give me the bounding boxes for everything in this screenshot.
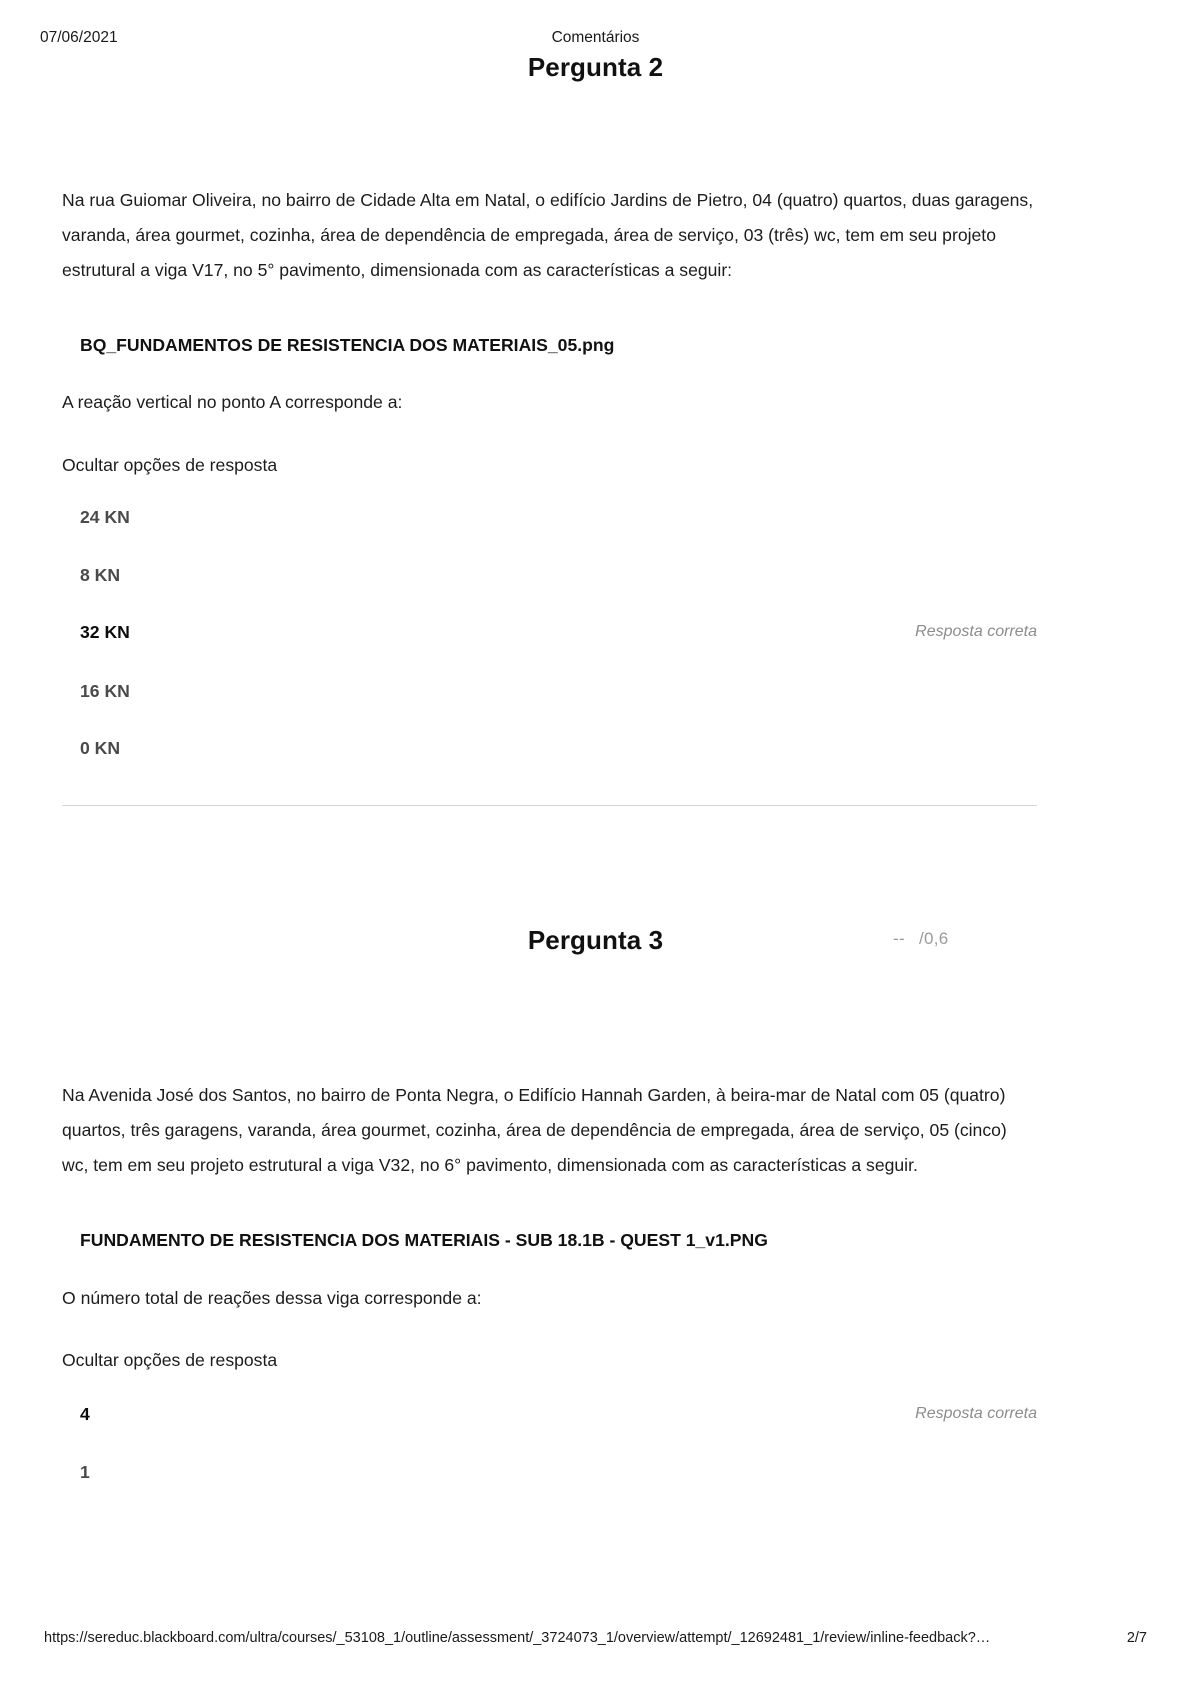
print-document-title: Comentários (551, 29, 640, 46)
question-score-dash: -- (893, 929, 905, 948)
print-date: 07/06/2021 (40, 29, 118, 46)
answer-option-row-correct[interactable] (62, 622, 1037, 648)
answer-option-row[interactable] (62, 738, 1037, 764)
question-body-pergunta-3: Na Avenida José dos Santos, no bairro de Ponta Negra, o Edifício Hannah Garden, à beira-mar de Natal com 05 (quatro) quartos, três garagens, varanda, área gourmet, cozinha, área de dependência de empregada, área de serviço, 05 (cinco) wc, tem em seu projeto estrutural a viga V32, no 6° pavimento, dimensionada com as características a seguir. (62, 1085, 1007, 1175)
answer-option-label: 4 (80, 1404, 90, 1424)
answer-option-label: 1 (80, 1462, 90, 1482)
question-prompt-pergunta-2: A reação vertical no ponto A corresponde a: (62, 392, 403, 412)
answer-option-label: 24 KN (80, 507, 130, 527)
question-score-pergunta-3 (893, 929, 949, 949)
question-score-value: /0,6 (918, 929, 949, 948)
answer-option-correct-tag: Resposta correta (915, 623, 1037, 640)
answer-option-correct-tag: Resposta correta (915, 1405, 1037, 1422)
answer-option-row[interactable] (62, 565, 1037, 591)
hide-answer-options-link-pergunta-3[interactable]: Ocultar opções de resposta (62, 1350, 278, 1370)
attachment-filename-pergunta-2[interactable]: BQ_FUNDAMENTOS DE RESISTENCIA DOS MATERIAIS_05.png (80, 335, 615, 355)
answer-option-label: 16 KN (80, 681, 130, 701)
question-body-pergunta-2: Na rua Guiomar Oliveira, no bairro de Cidade Alta em Natal, o edifício Jardins de Pietro, 04 (quatro) quartos, duas garagens, varanda, área gourmet, cozinha, área de dependência de empregada, área de serviço, 03 (três) wc, tem em seu projeto estrutural a viga V17, no 5° pavimento, dimensionada com as características a seguir: (62, 190, 1034, 280)
print-footer (0, 1630, 1191, 1652)
answer-option-label: 0 KN (80, 738, 121, 758)
answer-option-label: 32 KN (80, 622, 130, 642)
question-title-pergunta-3: Pergunta 3 (527, 925, 664, 955)
answer-option-row[interactable] (62, 1462, 1037, 1488)
question-title-pergunta-2: Pergunta 2 (527, 52, 664, 82)
answer-option-label: 8 KN (80, 565, 121, 585)
attachment-filename-pergunta-3[interactable]: FUNDAMENTO DE RESISTENCIA DOS MATERIAIS - SUB 18.1B - QUEST 1_v1.PNG (80, 1230, 768, 1250)
question-divider (62, 805, 1037, 806)
print-footer-url: https://sereduc.blackboard.com/ultra/courses/_53108_1/outline/assessment/_3724073_1/overview/attempt/_12692481_1/review/inline-feedback?… (44, 1630, 991, 1646)
print-header (0, 29, 1191, 51)
hide-answer-options-link-pergunta-2[interactable]: Ocultar opções de resposta (62, 455, 278, 475)
print-footer-page-number: 2/7 (1126, 1630, 1147, 1646)
answer-option-row[interactable] (62, 681, 1037, 707)
question-prompt-pergunta-3: O número total de reações dessa viga corresponde a: (62, 1288, 482, 1308)
answer-option-row-correct[interactable] (62, 1404, 1037, 1430)
answer-option-row[interactable] (62, 507, 1037, 533)
